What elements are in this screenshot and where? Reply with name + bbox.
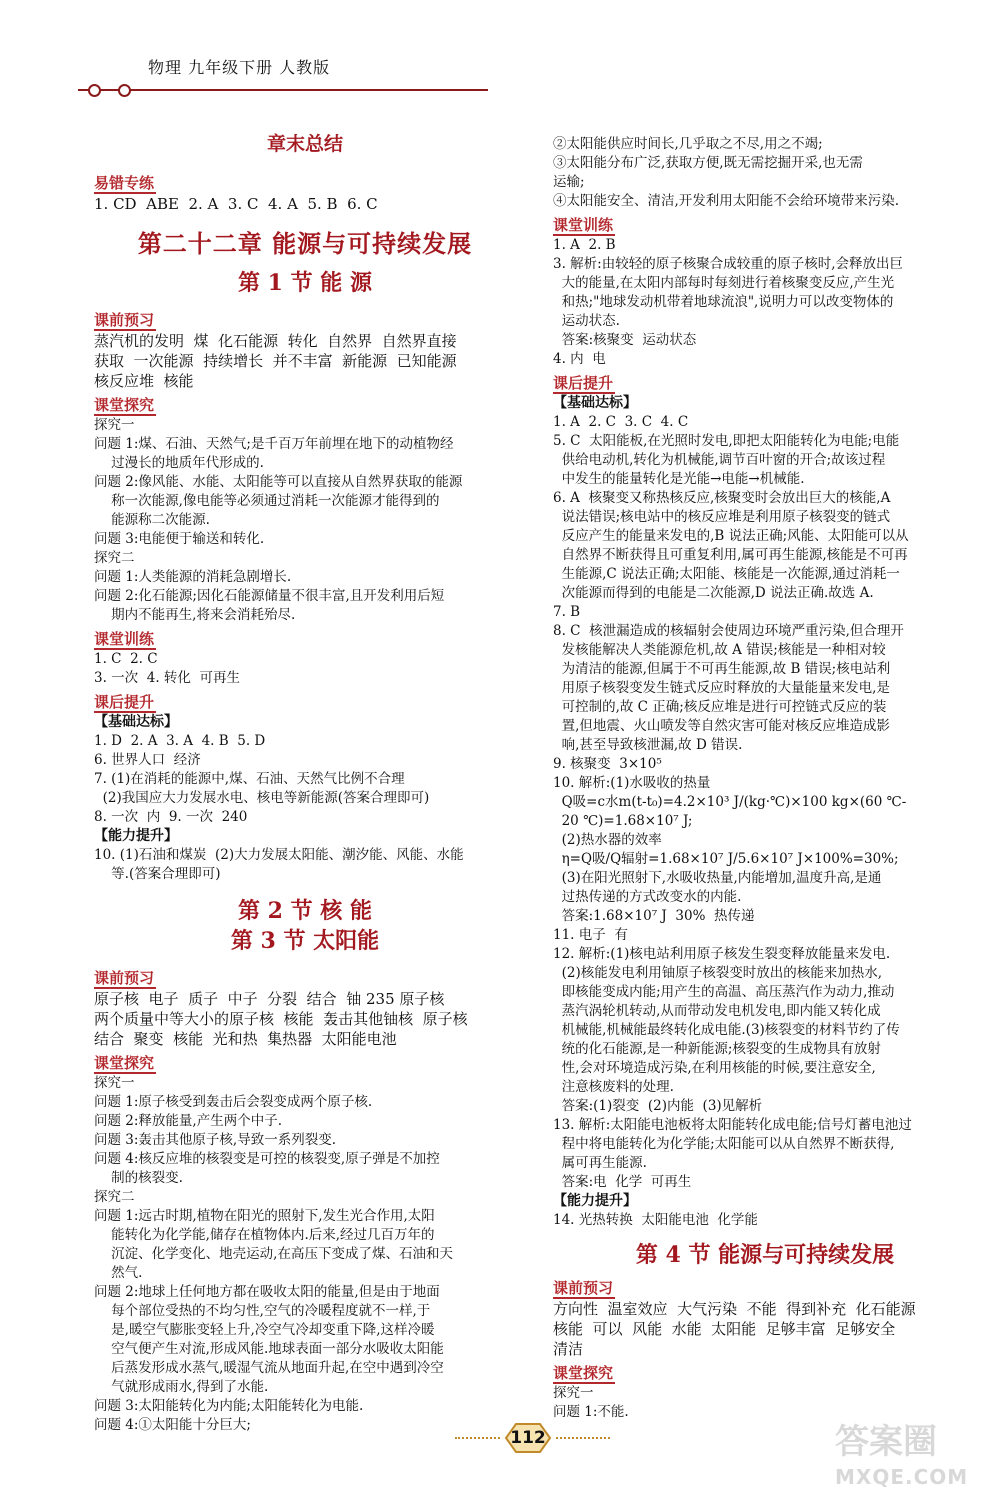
- list-item: 运动状态.: [553, 313, 620, 329]
- explore-block: [94, 416, 516, 625]
- list-item: 空气便产生对流,形成风能.地球表面一部分水吸收太阳能: [94, 1341, 444, 1357]
- section-label-after: 课后提升: [553, 374, 614, 392]
- list-item: (2)核能发电利用铀原子核裂变时放出的核能来加热水,: [553, 965, 883, 981]
- list-item: 1. A 2. B: [553, 237, 616, 253]
- list-item: 和热;"地球发动机带着地球流浪",说明力可以改变物体的: [553, 294, 894, 310]
- list-item: 说法错误;核电站中的核反应堆是利用原子核裂变的链式: [553, 509, 891, 525]
- list-item: 1. D 2. A 3. A 4. B 5. D: [94, 733, 266, 749]
- basic-label: 【基础达标】: [94, 714, 178, 730]
- section-title: 第 4 节 能源与可持续发展: [635, 1242, 895, 1268]
- list-item: 问题 2:地球上任何地方都在吸收太阳的能量,但是由于地面: [94, 1284, 440, 1300]
- list-item: 属可再生能源.: [553, 1155, 647, 1171]
- list-item: 6. A 核聚变又称热核反应,核聚变时会放出巨大的核能,A: [553, 490, 891, 506]
- list-item: 方向性 温室效应 大气污染 不能 得到补充 化石能源: [553, 1300, 916, 1318]
- header-ornament: [118, 84, 131, 97]
- list-item: 性,会对环境造成污染,在利用核能的时候,要注意安全,: [553, 1060, 876, 1076]
- list-item: 制的核裂变.: [94, 1170, 183, 1186]
- list-item: 后蒸发形成水蒸气,暖湿气流从地面升起,在空中遇到冷空: [94, 1360, 444, 1376]
- header-rule: [78, 89, 488, 91]
- section-label-explore: 课堂探究: [94, 396, 155, 414]
- list-item: ③太阳能分布广泛,获取方便,既无需挖掘开采,也无需: [553, 155, 863, 171]
- list-item: 获取 一次能源 持续增长 并不丰富 新能源 已知能源: [94, 352, 457, 370]
- list-item: 每个部位受热的不均匀性,空气的冷暖程度就不一样,于: [94, 1303, 431, 1319]
- list-item: 响,甚至导致核泄漏,故 D 错误.: [553, 737, 743, 753]
- section-label-easy-mistakes: 易错专练: [94, 174, 155, 192]
- list-item: 探究二: [94, 550, 135, 566]
- section-label-train: 课堂训练: [94, 630, 155, 648]
- list-item: 3. 一次 4. 转化 可再生: [94, 670, 241, 686]
- list-item: 探究一: [94, 417, 135, 433]
- page-number: [500, 1420, 556, 1456]
- page-header: 物理 九年级下册 人教版: [148, 58, 331, 77]
- basic-label: 【基础达标】: [553, 395, 637, 411]
- list-item: 4. 内 电: [553, 351, 606, 367]
- list-item: 统的化石能源,是一种新能源;核裂变的生成物具有放射: [553, 1041, 881, 1057]
- footer-rule: [455, 1437, 500, 1439]
- list-item: (2)热水器的效率: [553, 832, 662, 848]
- section-label-preview: 课前预习: [94, 969, 155, 987]
- formula: η=Q吸/Q辐射=1.68×10⁷ J/5.6×10⁷ J×100%=30%;: [553, 851, 899, 867]
- section-label-explore: 课堂探究: [553, 1364, 614, 1382]
- list-item: 中发生的能量转化是光能→电能→机械能.: [553, 471, 805, 487]
- right-column: [553, 135, 977, 1422]
- list-item: 探究二: [94, 1189, 135, 1205]
- list-item: 是,暖空气膨胀变轻上升,冷空气冷却变重下降,这样冷暖: [94, 1322, 435, 1338]
- list-item: 问题 2:像风能、水能、太阳能等可以直接从自然界获取的能源: [94, 474, 463, 490]
- list-item: 为清洁的能源,但属于不可再生能源,故 B 错误;核电站利: [553, 661, 891, 677]
- section-title: 第 3 节 太阳能: [230, 928, 380, 954]
- list-item: 答案:核聚变 运动状态: [553, 332, 697, 348]
- list-item: 运输;: [553, 174, 585, 190]
- list-item: (2)我国应大力发展水电、核电等新能源(答案合理即可): [94, 790, 430, 806]
- section-title: 第 2 节 核 能: [238, 898, 372, 924]
- list-item: 问题 1:煤、石油、天然气;是千百万年前埋在地下的动植物经: [94, 436, 454, 452]
- list-item: 反应产生的能量来发电的,B 说法正确;风能、太阳能可以从: [553, 528, 909, 544]
- list-item: 等.(答案合理即可): [94, 866, 221, 882]
- ability-label: 【能力提升】: [553, 1193, 637, 1209]
- list-item: 称一次能源,像电能等必须通过消耗一次能源才能得到的: [94, 493, 440, 509]
- list-item: 问题 4:核反应堆的核裂变是可控的核裂变,原子弹是不加控: [94, 1151, 440, 1167]
- list-item: 3. 解析:由较轻的原子核聚合成较重的原子核时,会释放出巨: [553, 256, 904, 272]
- list-item: 11. 电子 有: [553, 927, 628, 943]
- list-item: 问题 1:人类能源的消耗急剧增长.: [94, 569, 292, 585]
- list-item: 大的能量,在太阳内部每时每刻进行着核聚变反应,产生光: [553, 275, 895, 291]
- list-item: 能转化为化学能,储存在植物体内.后来,经过几百万年的: [94, 1227, 435, 1243]
- list-item: 探究一: [94, 1075, 135, 1091]
- list-item: 答案:电 化学 可再生: [553, 1174, 692, 1190]
- page-number-text: 112: [510, 1428, 546, 1448]
- list-item: (3)在阳光照射下,水吸收热量,内能增加,温度升高,是通: [553, 870, 882, 886]
- list-item: 气就形成雨水,得到了水能.: [94, 1379, 269, 1395]
- formula: 20 ℃)=1.68×10⁷ J;: [553, 813, 693, 829]
- list-item: 即核能变成内能;用产生的高温、高压蒸汽作为动力,推动: [553, 984, 895, 1000]
- ability-label: 【能力提升】: [94, 828, 178, 844]
- list-item: 6. 世界人口 经济: [94, 752, 201, 768]
- list-item: 自然界不断获得且可重复利用,属可再生能源,核能是不可再: [553, 547, 908, 563]
- list-item: 问题 1:远古时期,植物在阳光的照射下,发生光合作用,太阳: [94, 1208, 435, 1224]
- list-item: 期内不能再生,将来会消耗殆尽.: [94, 607, 296, 623]
- list-item: 蒸汽涡轮机转动,从而带动发电机发电,即内能又转化成: [553, 1003, 881, 1019]
- list-item: 13. 解析:太阳能电池板将太阳能转化成电能;信号灯蓄电池过: [553, 1117, 912, 1133]
- list-item: 置,但地震、火山喷发等自然灾害可能对核反应堆造成影: [553, 718, 890, 734]
- list-item: 程中将电能转化为化学能;太阳能可以从自然界不断获得,: [553, 1136, 895, 1152]
- section-label-preview: 课前预习: [94, 311, 155, 329]
- list-item: 问题 3:太阳能转化为内能;太阳能转化为电能.: [94, 1398, 364, 1414]
- list-item: 过热传递的方式改变水的内能.: [553, 889, 742, 905]
- list-item: 机械能,机械能最终转化成电能.(3)核裂变的材料节约了传: [553, 1022, 900, 1038]
- list-item: 核反应堆 核能: [94, 372, 194, 390]
- list-item: 10. (1)石油和煤炭 (2)大力发展太阳能、潮汐能、风能、水能: [94, 847, 464, 863]
- list-item: 生能源,C 说法正确;太阳能、核能是一次能源,通过消耗一: [553, 566, 900, 582]
- list-item: 核能 可以 风能 水能 太阳能 足够丰富 足够安全: [553, 1320, 896, 1338]
- watermark-logo: [835, 1420, 985, 1500]
- formula: Q吸=c水m(t-t₀)=4.2×10³ J/(kg·℃)×100 kg×(60 ℃-: [553, 794, 907, 810]
- list-item: ④太阳能安全、清洁,开发利用太阳能不会给环境带来污染.: [553, 193, 900, 209]
- header-ornament: [88, 84, 101, 97]
- list-item: 次能源而得到的电能是二次能源,D 说法正确.故选 A.: [553, 585, 874, 601]
- list-item: 问题 1:不能.: [553, 1404, 629, 1420]
- list-item: 原子核 电子 质子 中子 分裂 结合 铀 235 原子核: [94, 990, 445, 1008]
- list-item: 答案:(1)裂变 (2)内能 (3)见解析: [553, 1098, 763, 1114]
- summary-title: 章末总结: [266, 133, 343, 155]
- footer-rule: [556, 1437, 610, 1439]
- list-item: 问题 4:①太阳能十分巨大;: [94, 1417, 251, 1433]
- list-item: 蒸汽机的发明 煤 化石能源 转化 自然界 自然界直接: [94, 332, 457, 350]
- list-item: 14. 光热转换 太阳能电池 化学能: [553, 1212, 758, 1228]
- list-item: ②太阳能供应时间长,几乎取之不尽,用之不竭;: [553, 136, 823, 152]
- section-label-train: 课堂训练: [553, 216, 614, 234]
- section-label-explore: 课堂探究: [94, 1054, 155, 1072]
- list-item: 12. 解析:(1)核电站利用原子核发生裂变释放能量来发电.: [553, 946, 891, 962]
- list-item: 清洁: [553, 1340, 584, 1358]
- list-item: 注意核废料的处理.: [553, 1079, 674, 1095]
- list-item: 探究一: [553, 1385, 594, 1401]
- list-item: 7. B: [553, 604, 581, 620]
- list-item: 用原子核裂变发生链式反应时释放的大量能量来发电,是: [553, 680, 890, 696]
- list-item: 答案:1.68×10⁷ J 30% 热传递: [553, 908, 755, 924]
- list-item: 问题 3:轰击其他原子核,导致一系列裂变.: [94, 1132, 337, 1148]
- list-item: 两个质量中等大小的原子核 核能 轰击其他铀核 原子核: [94, 1010, 468, 1028]
- list-item: 问题 2:释放能量,产生两个中子.: [94, 1113, 283, 1129]
- list-item: 5. C 太阳能板,在光照时发电,即把太阳能转化为电能;电能: [553, 433, 900, 449]
- watermark-line2: MXQE.COM: [835, 1465, 969, 1489]
- left-column: [94, 115, 516, 1435]
- list-item: 8. 一次 内 9. 一次 240: [94, 809, 248, 825]
- list-item: 1. A 2. C 3. C 4. C: [553, 414, 689, 430]
- list-item: 问题 1:原子核受到轰击后会裂变成两个原子核.: [94, 1094, 373, 1110]
- list-item: 供给电动机,转化为机械能,调节百叶窗的开合;故该过程: [553, 452, 886, 468]
- list-item: 能源称二次能源.: [94, 512, 210, 528]
- list-item: 10. 解析:(1)水吸收的热量: [553, 775, 711, 791]
- list-item: 8. C 核泄漏造成的核辐射会使周边环境严重污染,但合理开: [553, 623, 904, 639]
- list-item: 结合 聚变 核能 光和热 集热器 太阳能电池: [94, 1030, 397, 1048]
- section-label-after: 课后提升: [94, 693, 155, 711]
- list-item: 沉淀、化学变化、地壳运动,在高压下变成了煤、石油和天: [94, 1246, 453, 1262]
- watermark-line1: 答案圈: [835, 1422, 937, 1462]
- list-item: 9. 核聚变 3×10⁵: [553, 756, 662, 772]
- list-item: 过漫长的地质年代形成的.: [94, 455, 264, 471]
- list-item: 7. (1)在消耗的能源中,煤、石油、天然气比例不合理: [94, 771, 405, 787]
- list-item: 问题 3:电能便于输送和转化.: [94, 531, 265, 547]
- chapter-title: 第二十二章 能源与可持续发展: [137, 229, 473, 258]
- list-item: 发核能解决人类能源危机,故 A 错误;核能是一种相对较: [553, 642, 886, 658]
- section-title: 第 1 节 能 源: [238, 270, 372, 296]
- easy-mistakes-answers: 1. CD ABE 2. A 3. C 4. A 5. B 6. C: [94, 195, 378, 213]
- section-label-preview: 课前预习: [553, 1279, 614, 1297]
- list-item: 然气.: [94, 1265, 143, 1281]
- list-item: 可控制的,故 C 正确;核反应堆是进行可控链式反应的装: [553, 699, 887, 715]
- list-item: 问题 2:化石能源;因化石能源储量不很丰富,且开发利用后短: [94, 588, 445, 604]
- list-item: 1. C 2. C: [94, 651, 158, 667]
